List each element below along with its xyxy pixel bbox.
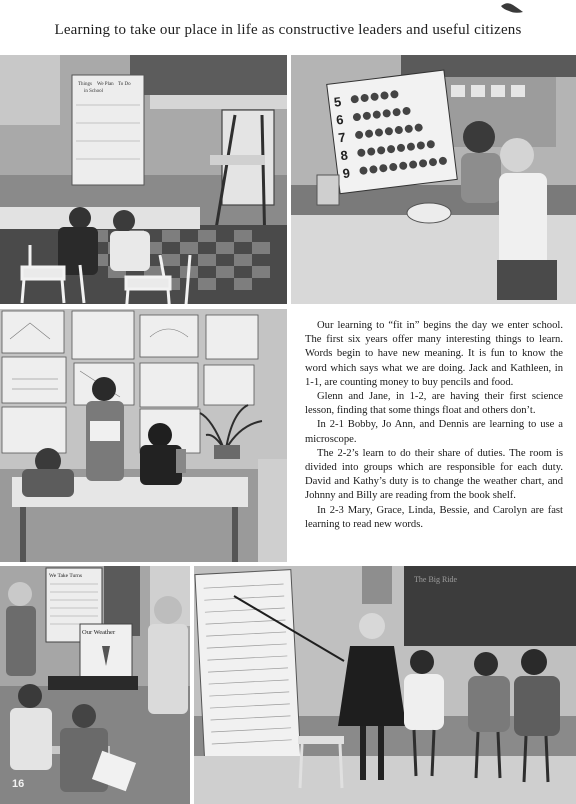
photo-science-lesson (291, 55, 576, 304)
svg-text:9: 9 (341, 165, 351, 182)
paragraph: Glenn and Jane, in 1-2, are having their first science lesson, finding that some things float and others don’t. (305, 391, 563, 417)
chart-number: 5 (333, 93, 343, 110)
photo-counting-money (0, 55, 287, 304)
paragraph: The 2-2’s learn to do their share of duties. The room is divided into groups which are responsible for each duty. David and Kathy’s duty is to change the weather chart, and Johnny and Billy are reading from the book shelf. (305, 447, 563, 502)
poster-title: We Take Turns (49, 573, 82, 579)
ink-smudge-mark (497, 0, 525, 16)
page-headline: Learning to take our place in life as constructive leaders and useful citizens (54, 22, 522, 38)
svg-text:To Do: To Do (118, 82, 131, 87)
paragraph: In 2-3 Mary, Grace, Linda, Bessie, and Carolyn are fast learning to read new words. (305, 504, 563, 530)
photo-microscope (0, 309, 287, 562)
weather-chart-title: Our Weather (82, 629, 116, 636)
svg-text:7: 7 (337, 129, 347, 146)
svg-text:We Plan: We Plan (97, 82, 114, 87)
chalkboard-text: The Big Ride (414, 575, 458, 584)
svg-text:6: 6 (335, 111, 345, 128)
page-number: 16 (12, 778, 25, 790)
svg-text:8: 8 (339, 147, 349, 164)
article-body (305, 319, 563, 532)
photo-reading-lesson (194, 566, 576, 804)
poster-line: Things (78, 82, 92, 87)
svg-text:in School: in School (84, 89, 104, 94)
paragraph: Our learning to “fit in” begins the day we enter school. The first six years offer many interesting things to learn. Words begin to have new meaning. It is fun to know the word which says what we are doing. Jack and Kathleen, in 1-1, are counting money to buy pencils and food. (305, 320, 563, 388)
photo-weather-chart (0, 566, 190, 804)
paragraph: In 2-1 Bobby, Jo Ann, and Dennis are learning to use a microscope. (305, 419, 563, 445)
